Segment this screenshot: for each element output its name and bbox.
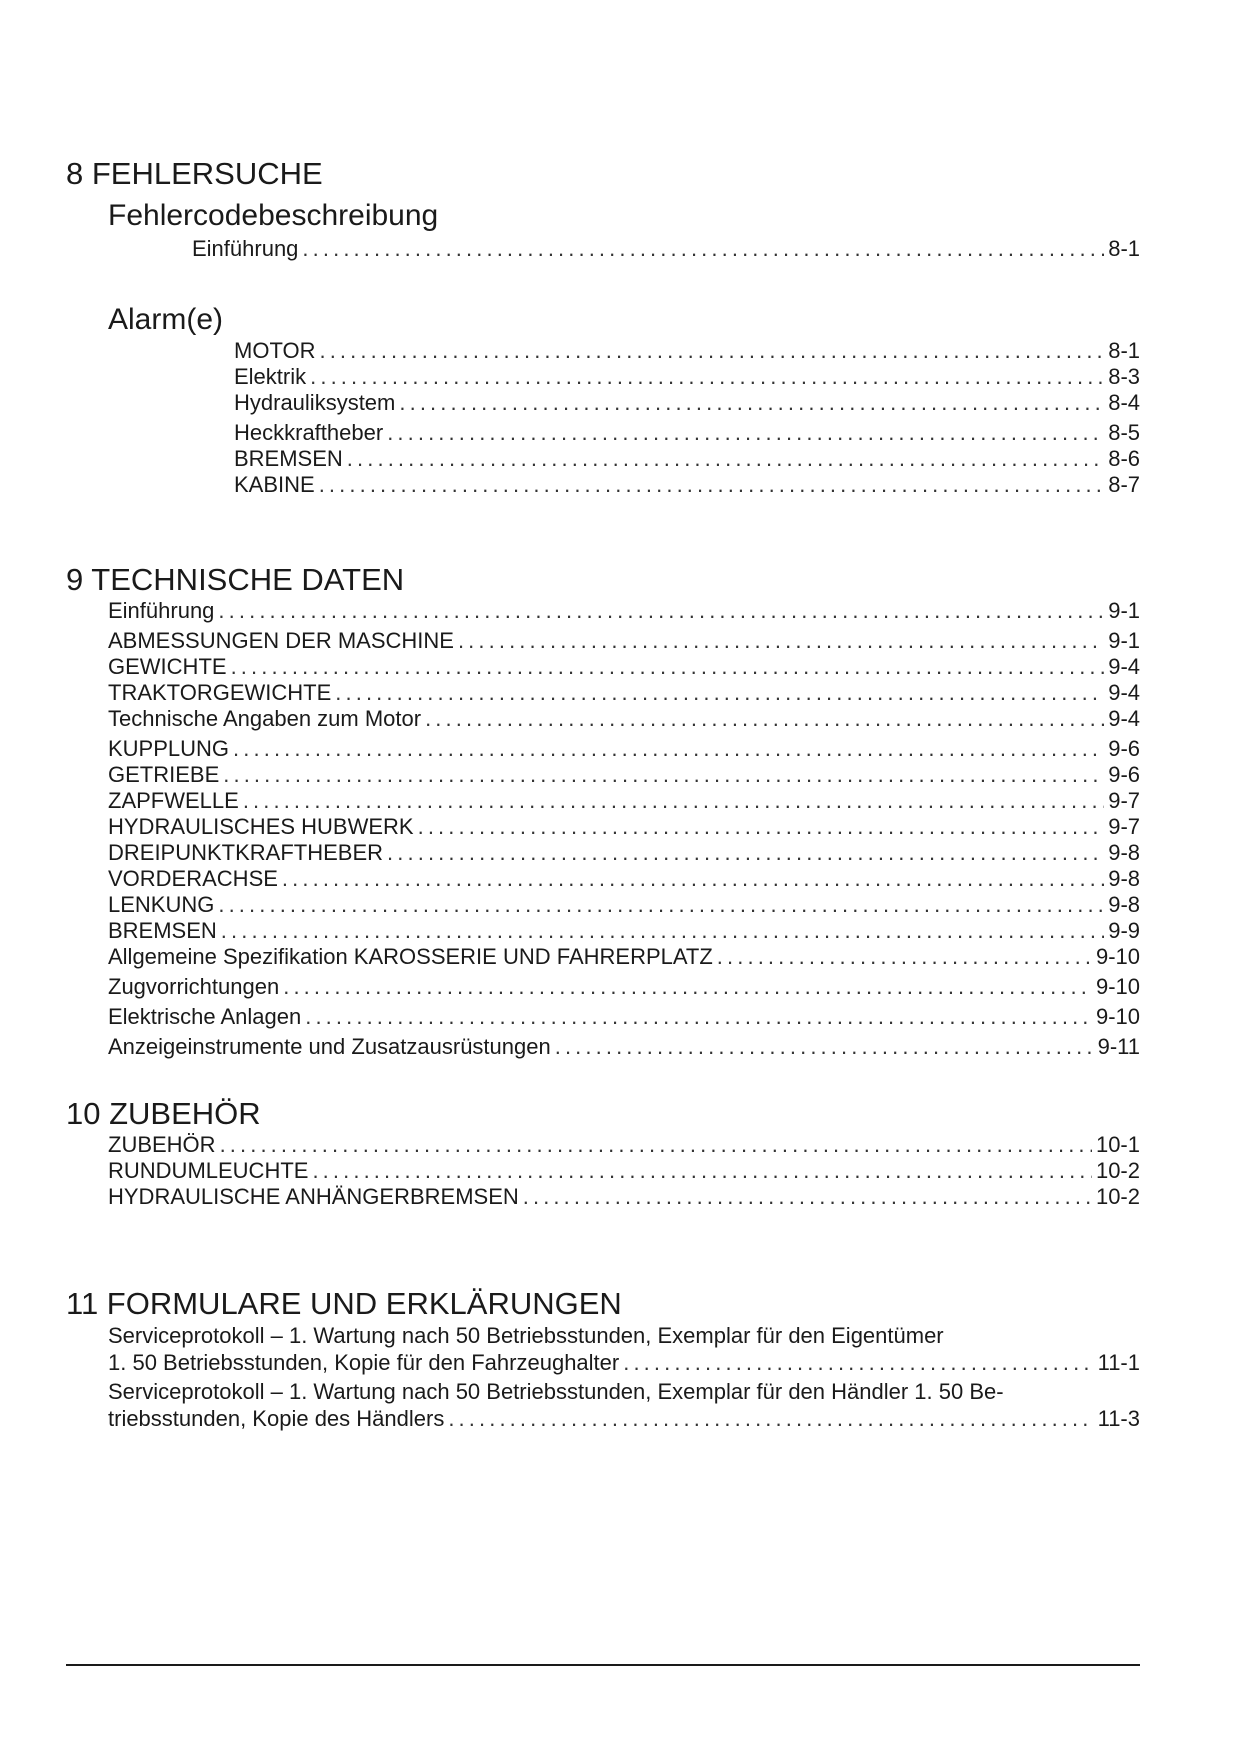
toc-entry-title: Elektrische Anlagen — [108, 1004, 302, 1029]
toc-entry[interactable] — [234, 338, 1140, 364]
toc-entry[interactable] — [108, 944, 1140, 970]
toc-entry[interactable] — [108, 814, 1140, 840]
section-8 — [66, 156, 1140, 498]
toc-entry-title: HYDRAULISCHES HUBWERK — [108, 814, 414, 839]
toc-entry[interactable] — [108, 598, 1140, 624]
toc-entry-title-line: Serviceprotokoll – 1. Wartung nach 50 Betriebsstunden, Exemplar für den Eigentümer — [108, 1323, 944, 1348]
dot-leader — [243, 788, 1104, 814]
toc-entry-page: 9-9 — [1108, 918, 1140, 943]
toc-entry[interactable] — [108, 1158, 1140, 1184]
toc-entry-title: Allgemeine Spezifikation KAROSSERIE UND FAHRERPLATZ — [108, 944, 713, 969]
toc-entry-title: LENKUNG — [108, 892, 215, 917]
toc-entry-title: GETRIEBE — [108, 762, 220, 787]
toc-entry-page: 8-1 — [1108, 338, 1140, 363]
dot-leader — [523, 1184, 1092, 1210]
dot-leader — [555, 1034, 1094, 1060]
toc-entry-page: 9-4 — [1108, 654, 1140, 679]
toc-entry-page: 9-8 — [1108, 866, 1140, 891]
dot-leader — [218, 598, 1104, 624]
toc-list — [66, 236, 1140, 262]
toc-entry-page: 9-8 — [1108, 892, 1140, 917]
toc-entry-page: 9-11 — [1097, 1034, 1140, 1059]
toc-entry[interactable] — [108, 1004, 1140, 1030]
toc-entry-title: RUNDUMLEUCHTE — [108, 1158, 309, 1183]
subsection-heading: Fehlercodebeschreibung — [108, 199, 439, 232]
dot-leader — [283, 974, 1092, 1000]
toc-entry-title: Technische Angaben zum Motor — [108, 706, 422, 731]
toc-entry-page: 9-1 — [1108, 598, 1140, 623]
section-10 — [66, 1096, 1140, 1210]
toc-entry-page: 9-4 — [1108, 706, 1140, 731]
dot-leader — [319, 472, 1105, 498]
toc-entry-title: ZAPFWELLE — [108, 788, 239, 813]
toc-entry-page: 9-10 — [1095, 944, 1140, 969]
toc-entry-title: HYDRAULISCHE ANHÄNGERBREMSEN — [108, 1184, 519, 1209]
dot-leader — [448, 1405, 1093, 1432]
dot-leader — [233, 736, 1104, 762]
toc-entry-page: 9-6 — [1108, 736, 1140, 761]
toc-entry-title: ABMESSUNGEN DER MASCHINE — [108, 628, 454, 653]
dot-leader — [282, 866, 1104, 892]
dot-leader — [220, 1132, 1092, 1158]
toc-entry[interactable] — [108, 762, 1140, 788]
toc-entry[interactable] — [108, 680, 1140, 706]
chapter-heading: 9 TECHNISCHE DATEN — [66, 562, 405, 597]
chapter-heading: 10 ZUBEHÖR — [66, 1096, 261, 1131]
toc-list — [66, 338, 1140, 498]
toc-entry-title: Einführung — [108, 598, 215, 623]
dot-leader — [335, 680, 1104, 706]
dot-leader — [305, 1004, 1092, 1030]
toc-entry[interactable] — [234, 446, 1140, 472]
footer-rule — [66, 1664, 1140, 1666]
toc-entry[interactable] — [192, 236, 1140, 262]
toc-entry-page: 9-10 — [1095, 974, 1140, 999]
toc-entry-multiline[interactable] — [108, 1378, 1140, 1432]
toc-entry-title: BREMSEN — [108, 918, 217, 943]
dot-leader — [418, 814, 1105, 840]
toc-entry-multiline[interactable] — [108, 1322, 1140, 1376]
dot-leader — [319, 338, 1104, 364]
toc-entry[interactable] — [108, 1034, 1140, 1060]
toc-entry[interactable] — [108, 974, 1140, 1000]
dot-leader — [218, 892, 1104, 918]
toc-entry-page: 11-3 — [1097, 1406, 1140, 1431]
toc-entry-page: 8-4 — [1108, 390, 1140, 415]
toc-entry-title: Hydrauliksystem — [234, 390, 396, 415]
dot-leader — [425, 706, 1104, 732]
toc-entry-title: BREMSEN — [234, 446, 343, 471]
toc-entry[interactable] — [108, 628, 1140, 654]
toc-entry[interactable] — [108, 736, 1140, 762]
toc-entry[interactable] — [108, 1184, 1140, 1210]
toc-entry-title: VORDERACHSE — [108, 866, 278, 891]
toc-entry[interactable] — [234, 364, 1140, 390]
toc-entry-page: 8-1 — [1108, 236, 1140, 261]
dot-leader — [231, 654, 1105, 680]
toc-entry-title: TRAKTORGEWICHTE — [108, 680, 332, 705]
toc-entry-title: Einführung — [192, 236, 299, 261]
toc-entry-page: 9-7 — [1108, 814, 1140, 839]
dot-leader — [717, 944, 1092, 970]
toc-entry-title: MOTOR — [234, 338, 316, 363]
toc-entry-title-line: triebsstunden, Kopie des Händlers — [108, 1406, 445, 1431]
toc-entry[interactable] — [108, 892, 1140, 918]
toc-entry-title: KUPPLUNG — [108, 736, 230, 761]
dot-leader — [458, 628, 1104, 654]
toc-entry[interactable] — [108, 866, 1140, 892]
toc-entry-title: Zugvorrichtungen — [108, 974, 280, 999]
toc-entry[interactable] — [108, 788, 1140, 814]
dot-leader — [623, 1349, 1093, 1376]
toc-entry-page: 10-1 — [1095, 1132, 1140, 1157]
toc-entry-page: 10-2 — [1095, 1184, 1140, 1209]
toc-entry-page: 9-1 — [1108, 628, 1140, 653]
dot-leader — [221, 918, 1104, 944]
toc-list — [66, 598, 1140, 1060]
chapter-heading: 11 FORMULARE UND ERKLÄRUNGEN — [66, 1286, 622, 1321]
dot-leader — [223, 762, 1104, 788]
dot-leader — [387, 420, 1104, 446]
toc-entry-title-line: 1. 50 Betriebsstunden, Kopie für den Fahrzeughalter — [108, 1350, 620, 1375]
toc-entry[interactable] — [234, 420, 1140, 446]
dot-leader — [302, 236, 1104, 262]
toc-entry[interactable] — [108, 918, 1140, 944]
toc-entry[interactable] — [108, 840, 1140, 866]
dot-leader — [387, 840, 1104, 866]
toc-entry-title: Elektrik — [234, 364, 307, 389]
toc-entry-page: 9-7 — [1108, 788, 1140, 813]
toc-entry-title: Anzeigeinstrumente und Zusatzausrüstungen — [108, 1034, 551, 1059]
toc-entry-page: 11-1 — [1097, 1350, 1140, 1375]
toc-entry[interactable] — [234, 390, 1140, 416]
toc-list — [66, 1132, 1140, 1210]
toc-entry-title: DREIPUNKTKRAFTHEBER — [108, 840, 384, 865]
toc-entry[interactable] — [108, 1132, 1140, 1158]
toc-entry[interactable] — [108, 706, 1140, 732]
section-11 — [66, 1286, 1140, 1432]
toc-entry[interactable] — [108, 654, 1140, 680]
toc-entry-page: 8-7 — [1108, 472, 1140, 497]
toc-entry-page: 8-6 — [1108, 446, 1140, 471]
dot-leader — [347, 446, 1104, 472]
chapter-heading: 8 FEHLERSUCHE — [66, 156, 323, 191]
toc-entry-page: 9-4 — [1108, 680, 1140, 705]
section-9 — [66, 562, 1140, 1060]
toc-entry-title: GEWICHTE — [108, 654, 227, 679]
dot-leader — [399, 390, 1104, 416]
toc-entry-page: 9-8 — [1108, 840, 1140, 865]
toc-entry-page: 8-5 — [1108, 420, 1140, 445]
toc-entry-title: ZUBEHÖR — [108, 1132, 216, 1157]
toc-entry-title: Heckkraftheber — [234, 420, 384, 445]
toc-entry-title-line: Serviceprotokoll – 1. Wartung nach 50 Betriebsstunden, Exemplar für den Händler 1. 50 Be- — [108, 1379, 1004, 1404]
subsection-heading: Alarm(e) — [108, 303, 224, 336]
toc-entry-page: 9-6 — [1108, 762, 1140, 787]
dot-leader — [310, 364, 1104, 390]
toc-entry[interactable] — [234, 472, 1140, 498]
dot-leader — [312, 1158, 1092, 1184]
toc-entry-title: KABINE — [234, 472, 315, 497]
toc-entry-page: 10-2 — [1095, 1158, 1140, 1183]
toc-entry-page: 9-10 — [1095, 1004, 1140, 1029]
toc-entry-page: 8-3 — [1108, 364, 1140, 389]
